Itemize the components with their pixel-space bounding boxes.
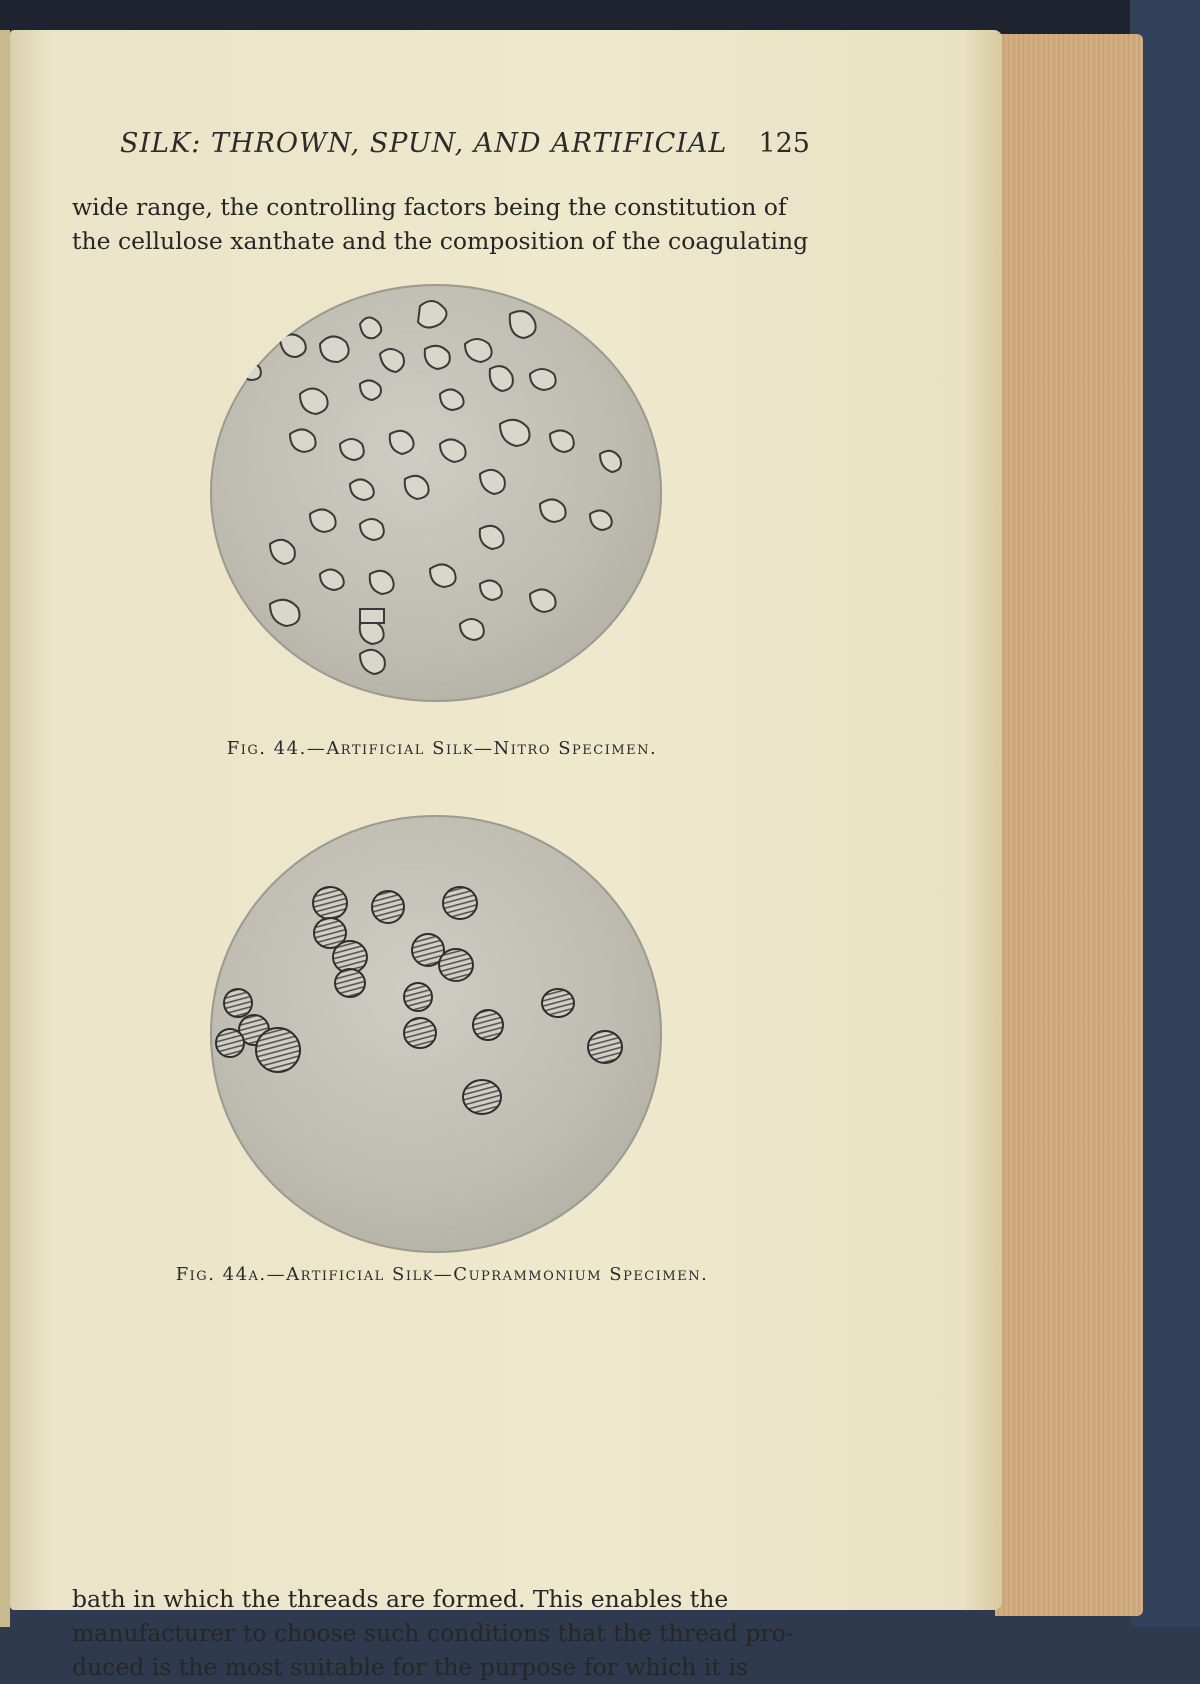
text-line: duced is the most suitable for the purpose for which it is <box>72 1653 748 1681</box>
paragraph-bottom <box>72 1582 812 1684</box>
figure-caption-44a: Fig. 44a.—Artificial Silk—Cuprammonium Specimen. <box>175 1264 709 1285</box>
cuprammonium-fibre-cross-sections <box>210 815 662 1253</box>
paragraph-top <box>72 190 812 258</box>
page-number: 125 <box>758 128 810 159</box>
text-line: the cellulose xanthate and the composition of the coagulating <box>72 227 809 255</box>
page-stack-edge <box>995 34 1143 1616</box>
facing-page-edge <box>0 30 10 1627</box>
nitro-fibre-cross-sections <box>210 284 662 702</box>
text-line: wide range, the controlling factors being the constitution of <box>72 193 787 221</box>
running-title: SILK: THROWN, SPUN, AND ARTIFICIAL <box>120 128 728 159</box>
running-header <box>120 128 810 168</box>
text-line: manufacturer to choose such conditions that the thread pro- <box>72 1619 794 1647</box>
figure-caption-44: Fig. 44.—Artificial Silk—Nitro Specimen. <box>226 738 658 759</box>
micrograph-nitro-specimen <box>210 284 662 702</box>
text-line: bath in which the threads are formed. This enables the <box>72 1585 729 1613</box>
micrograph-cuprammonium-specimen <box>210 815 662 1253</box>
